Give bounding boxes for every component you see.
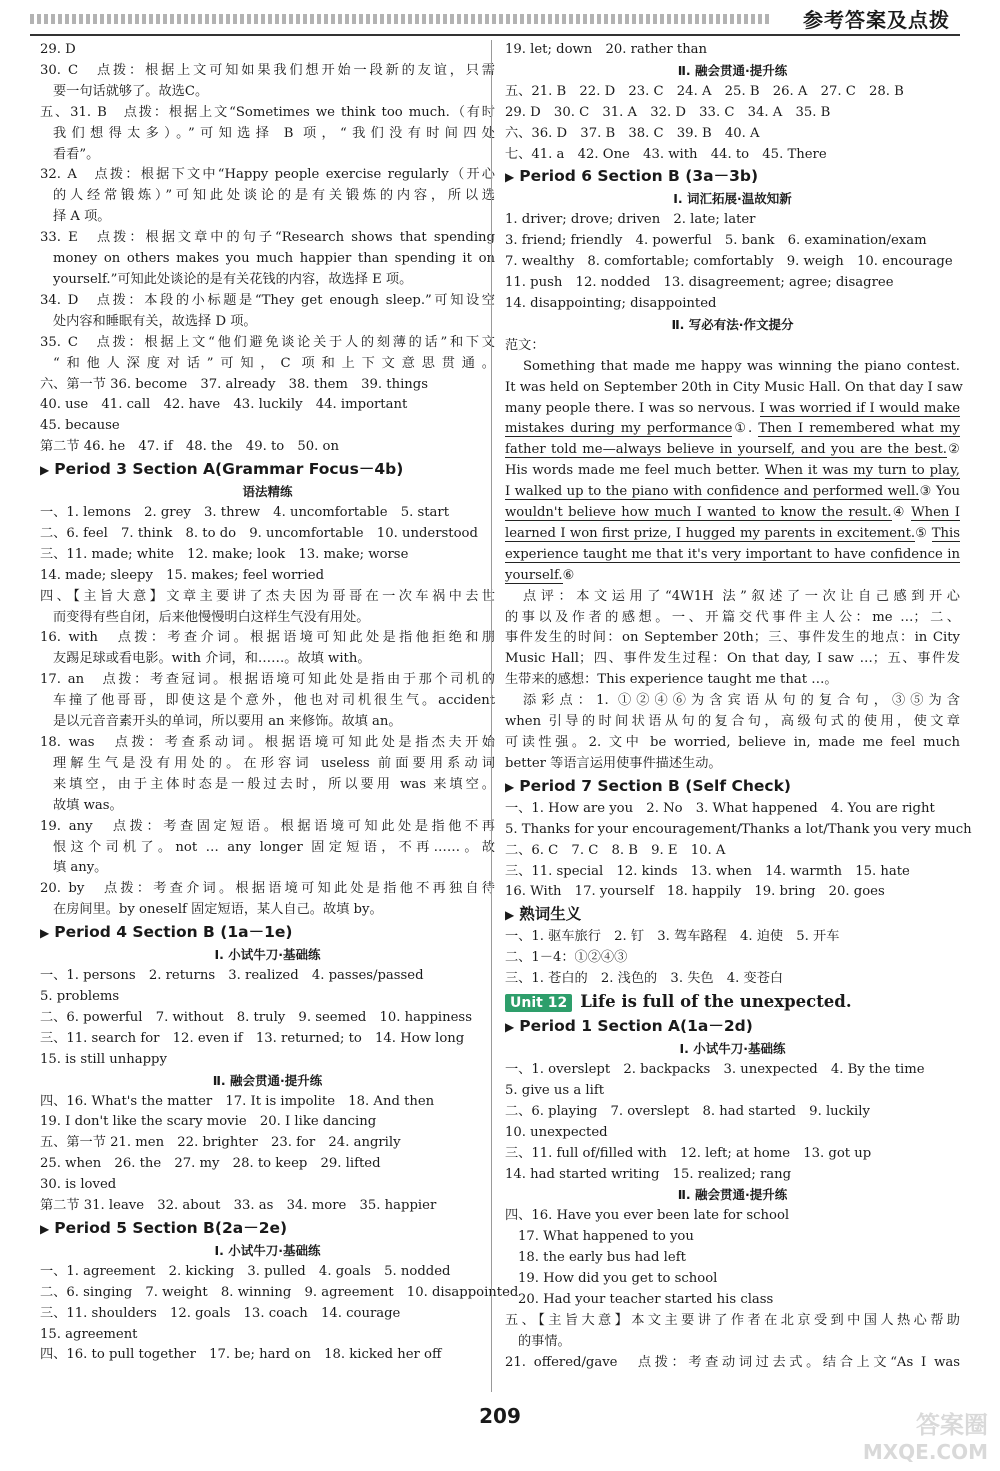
answer-line: 的人经常锻炼）”可知此处谈论的是有关锻炼的内容，所以选: [53, 188, 495, 204]
section-heading: ▶ Period 5 Section B(2a－2e): [40, 1217, 495, 1241]
answer-line: 20. Had your teacher started his class: [518, 1291, 774, 1307]
answer-line: 20. by 点拨：考查介词。根据语境可知此处是指他不再独自待: [40, 881, 495, 897]
answer-line: 32. A 点拨：根据下文中“Happy people exercise regularly（开心: [40, 167, 495, 183]
answer-line: 二、6. powerful 7. without 8. truly 9. seemed 10. happiness: [40, 1009, 472, 1025]
answer-line: Something that made me happy was winning the piano contest.: [523, 358, 960, 374]
watermark-logo: [840, 1403, 990, 1465]
answer-line: 四、16. Have you ever been late for school: [505, 1208, 790, 1224]
answer-line: 7. wealthy 8. comfortable; comfortably 9. weigh 10. encourage: [505, 254, 953, 270]
answer-line: 四、【主旨大意】文章主要讲了杰夫因为哥哥在一次车祸中去世: [40, 588, 495, 604]
subsection-heading: Ⅱ. 融会贯通·提升练: [212, 1072, 323, 1088]
answer-line: 三、1. 苍白的 2. 浅色的 3. 失色 4. 变苍白: [505, 971, 784, 987]
answer-line: 一、1. 驱车旅行 2. 钉 3. 驾车路程 4. 迫使 5. 开车: [505, 929, 840, 945]
answer-line: 16. with 点拨：考查介词。根据语境可知此处是指他拒绝和朋: [40, 630, 495, 646]
answer-line: 四、16. to pull together 17. be; hard on 18. kicked her off: [40, 1347, 442, 1363]
answer-line: 在房间里。by oneself 固定短语，某人自己。故填 by。: [53, 902, 383, 918]
subsection-heading: Ⅰ. 小试牛刀·基础练: [214, 947, 321, 963]
answer-line: 第二节 31. leave 32. about 33. as 34. more 35. happier: [40, 1198, 437, 1214]
answer-line: His words made me feel much better. When it was my turn to play,: [505, 463, 960, 479]
header-dotted-rule: [30, 14, 770, 24]
answer-line: 我们想得太多）。”可知选择 B 项，“我们没有时间四处: [53, 125, 495, 141]
answer-line: father told me—always believe in yourself, and you are the best.②: [505, 442, 960, 458]
answer-line: “和他人深度对话”可知，C 项和上下文意思贯通。: [53, 355, 495, 371]
answer-line: 是以元音音素开头的单词，所以要用 an 来修饰。故填 an。: [53, 714, 402, 730]
page-header: [0, 0, 1000, 34]
answer-line: 一、1. lemons 2. grey 3. threw 4. uncomfortable 5. start: [40, 505, 450, 521]
answer-line: 11. push 12. nodded 13. disagreement; agree; disagree: [505, 275, 894, 291]
answer-line: 21. offered/gave 点拨：考查动词过去式。结合上文“As I was: [505, 1354, 960, 1370]
unit-badge: Unit 12: [505, 994, 572, 1012]
answer-line: 可读性强。2. 文中 be worried, believe in, made me feel much: [505, 735, 960, 750]
answer-line: 三、11. made; white 12. make; look 13. make; worse: [40, 546, 409, 562]
answer-line: 而变得有些自闭，后来他慢慢明白这样生气没有用处。: [53, 609, 370, 625]
answer-line: yourself.⑥: [505, 567, 575, 583]
answer-line: money on others makes you much happier than spending it on: [53, 251, 495, 267]
column-divider: [491, 40, 492, 1392]
answer-line: 二、6. playing 7. overslept 8. had started 9. luckily: [505, 1103, 870, 1119]
answer-line: 19. let; down 20. rather than: [505, 42, 708, 57]
answer-line: 范文：: [505, 337, 545, 353]
answer-line: 五、31. B 点拨：根据上文“Sometimes we think too much.（有时: [40, 104, 495, 120]
header-title: 参考答案及点拨: [803, 8, 950, 32]
answer-line: yourself.”可知此处谈论的是有关花钱的内容，故选择 E 项。: [53, 271, 413, 287]
answer-line: 择 A 项。: [53, 209, 111, 225]
section-heading: ▶ Period 7 Section B (Self Check): [505, 775, 960, 799]
answer-line: It was held on September 20th in City Music Hall. On that day I saw: [505, 379, 963, 395]
subsection-heading: Ⅱ. 融会贯通·提升练: [677, 1187, 788, 1203]
answer-line: 的事情。: [518, 1333, 571, 1349]
answer-line: 5. Thanks for your encouragement/Thanks a lot/Thank you very much: [505, 821, 972, 837]
section-heading: ▶ Period 3 Section A(Grammar Focus－4b): [40, 458, 495, 482]
answer-line: 15. agreement: [40, 1326, 138, 1342]
answer-line: learned I won first prize, I hugged my parents in excitement.⑤ This: [505, 525, 960, 541]
answer-line: 17. an 点拨：考查冠词。根据语境可知此处是指由于那个司机的: [40, 672, 495, 688]
answer-line: 5. problems: [40, 988, 120, 1004]
subsection-heading: 语法精练: [242, 484, 293, 500]
section-heading: ▶ Period 4 Section B (1a－1e): [40, 921, 495, 945]
answer-line: 六、第一节 36. become 37. already 38. them 39. things: [40, 376, 428, 392]
right-column: [505, 40, 972, 1374]
answer-line: 14. made; sleepy 15. makes; feel worried: [40, 567, 325, 583]
answer-line: 友踢足球或看电影。with 介词，和……。故填 with。: [53, 651, 371, 667]
svg-text:MXQE.COM: MXQE.COM: [862, 1440, 988, 1464]
answer-line: Music Hall；四、事件发生过程：On that day, I saw …；五、事件发: [505, 651, 960, 667]
answer-line: 来填空，由于主体时态是一般过去时，所以要用 was 来填空。: [53, 776, 495, 792]
answer-line: 一、1. How are you 2. No 3. What happened 4. You are right: [505, 800, 935, 816]
answer-line: 1. driver; drove; driven 2. late; later: [505, 212, 756, 228]
answer-line: experience taught me that it's very important to have confidence in: [505, 546, 960, 562]
answer-line: 第二节 46. he 47. if 48. the 49. to 50. on: [40, 439, 339, 455]
answer-line: 三、11. shoulders 12. goals 13. coach 14. courage: [40, 1305, 401, 1321]
answer-line: 故填 was。: [53, 797, 123, 813]
answer-line: wouldn't believe how much I wanted to know the result.④ When I: [505, 505, 961, 521]
answer-line: 16. With 17. yourself 18. happily 19. bring 20. goes: [505, 884, 885, 900]
answer-line: 18. the early bus had left: [518, 1250, 686, 1266]
answer-line: 一、1. overslept 2. backpacks 3. unexpected 4. By the time: [505, 1061, 925, 1077]
answer-line: 看看”。: [53, 146, 100, 162]
answer-line: 一、1. persons 2. returns 3. realized 4. passes/passed: [40, 968, 424, 984]
answer-line: 二、6. singing 7. weight 8. winning 9. agreement 10. disappointed: [40, 1284, 519, 1300]
answer-line: 29. D 30. C 31. A 32. D 33. C 34. A 35. B: [505, 104, 831, 120]
answer-line: 七、41. a 42. One 43. with 44. to 45. There: [505, 146, 827, 162]
answer-line: 19. any 点拨：考查固定短语。根据语境可知此处是指他不再: [40, 818, 495, 834]
answer-line: 18. was 点拨：考查系动词。根据语境可知此处是指杰夫开始: [40, 735, 495, 750]
answer-line: 二、6. C 7. C 8. B 9. E 10. A: [505, 842, 726, 858]
answer-line: 29. D: [40, 42, 76, 57]
answer-line: 三、11. full of/filled with 12. left; at home 13. got up: [505, 1145, 872, 1161]
answer-line: 10. unexpected: [505, 1124, 608, 1140]
svg-text:答案圈: 答案圈: [916, 1411, 988, 1439]
left-column: [40, 40, 519, 1366]
answer-line: 理解生气是没有用处的。在形容词 useless 前面要用系动词: [53, 755, 495, 771]
answer-line: 17. What happened to you: [518, 1229, 694, 1245]
answer-line: 34. D 点拨：本段的小标题是“They get enough sleep.”可知设空: [40, 292, 495, 308]
answer-line: 处内容和睡眠有关，故选择 D 项。: [53, 313, 257, 329]
answer-line: 填 any。: [53, 860, 108, 876]
subsection-heading: Ⅰ. 词汇拓展·温故知新: [673, 191, 792, 207]
answer-line: 30. C 点拨：根据上文可知如果我们想开始一段新的友谊，只需: [40, 62, 495, 78]
unit-title: Life is full of the unexpected.: [580, 992, 852, 1012]
subsection-heading: Ⅰ. 小试牛刀·基础练: [679, 1041, 786, 1057]
answer-line: 五、21. B 22. D 23. C 24. A 25. B 26. A 27. C 28. B: [505, 83, 904, 99]
answer-line: 要一句话就够了。故选C。: [53, 83, 209, 99]
subsection-heading: Ⅰ. 小试牛刀·基础练: [214, 1242, 321, 1258]
answer-line: 30. is loved: [40, 1177, 117, 1193]
answer-line: 25. when 26. the 27. my 28. to keep 29. lifted: [40, 1156, 381, 1172]
answer-line: 的事以及作者的感想。一、开篇交代事件主人公：me …；二、: [505, 609, 960, 625]
answer-line: 15. is still unhappy: [40, 1051, 167, 1067]
answer-line: 40. use 41. call 42. have 43. luckily 44. important: [40, 397, 408, 413]
answer-line: better 等语言运用使事件描述生动。: [505, 755, 722, 771]
answer-line: 事件发生的时间：on September 20th；三、事件发生的地点：in City: [505, 630, 960, 646]
section-heading: ▶ Period 1 Section A(1a－2d): [505, 1015, 960, 1039]
answer-line: 二、1－4：①②④③: [505, 950, 628, 966]
answer-line: 四、16. What's the matter 17. It is impolite 18. And then: [40, 1093, 435, 1109]
answer-line: 一、1. agreement 2. kicking 3. pulled 4. goals 5. nodded: [40, 1263, 451, 1279]
section-heading: ▶ 熟词生义: [505, 903, 960, 927]
header-rule: [30, 34, 960, 36]
answer-line: 六、36. D 37. B 38. C 39. B 40. A: [505, 125, 760, 141]
answer-line: 45. because: [40, 418, 120, 434]
answer-line: mistakes during my performance①. Then I remembered what my: [505, 421, 960, 437]
answer-line: 35. C 点拨：根据上文“他们避免谈论关于人的刻薄的话”和下文: [40, 334, 495, 350]
answer-line: when 引导的时间状语从句的复合句，高级句式的使用，使文章: [505, 714, 960, 730]
answer-line: many people there. I was so nervous. I was worried if I would make: [505, 400, 960, 416]
answer-line: I walked up to the piano with confidence and performed well.③ You: [505, 484, 960, 500]
answer-line: 33. E 点拨：根据文章中的句子“Research shows that spending: [40, 230, 495, 246]
subsection-heading: Ⅱ. 融会贯通·提升练: [677, 62, 788, 78]
answer-line: 三、11. special 12. kinds 13. when 14. warmth 15. hate: [505, 863, 910, 879]
subsection-heading: Ⅱ. 写必有法·作文提分: [671, 316, 794, 332]
answer-line: 三、11. search for 12. even if 13. returned; to 14. How long: [40, 1030, 465, 1046]
answer-line: 生带来的感想：This experience taught me that …。: [505, 672, 838, 688]
answer-line: 二、6. feel 7. think 8. to do 9. uncomfortable 10. understood: [40, 525, 478, 541]
answer-line: 恨这个司机了。not … any longer 固定短语，不再……。故: [53, 839, 495, 855]
answer-line: 14. had started writing 15. realized; rang: [505, 1166, 792, 1182]
answer-line: 五、【主旨大意】本文主要讲了作者在北京受到中国人热心帮助: [505, 1312, 960, 1328]
answer-line: 19. I don't like the scary movie 20. I like dancing: [40, 1114, 377, 1130]
answer-line: 3. friend; friendly 4. powerful 5. bank 6. examination/exam: [505, 233, 927, 249]
answer-line: 19. How did you get to school: [518, 1271, 718, 1287]
answer-line: 14. disappointing; disappointed: [505, 295, 717, 311]
answer-line: 车撞了他哥哥，即使这是个意外，他也对司机很生气。accident: [53, 693, 495, 709]
answer-line: 添彩点：1. ①②④⑥为含宾语从句的复合句，③⑤为含: [523, 693, 960, 709]
page-number: 209: [479, 1404, 521, 1428]
answer-line: 5. give us a lift: [505, 1082, 605, 1098]
section-heading: ▶ Period 6 Section B (3a－3b): [505, 165, 960, 189]
answer-line: 五、第一节 21. men 22. brighter 23. for 24. angrily: [40, 1135, 401, 1151]
unit-heading: [505, 990, 960, 1015]
answer-line: 点评：本文运用了“4W1H 法”叙述了一次让自己感到开心: [523, 588, 960, 604]
